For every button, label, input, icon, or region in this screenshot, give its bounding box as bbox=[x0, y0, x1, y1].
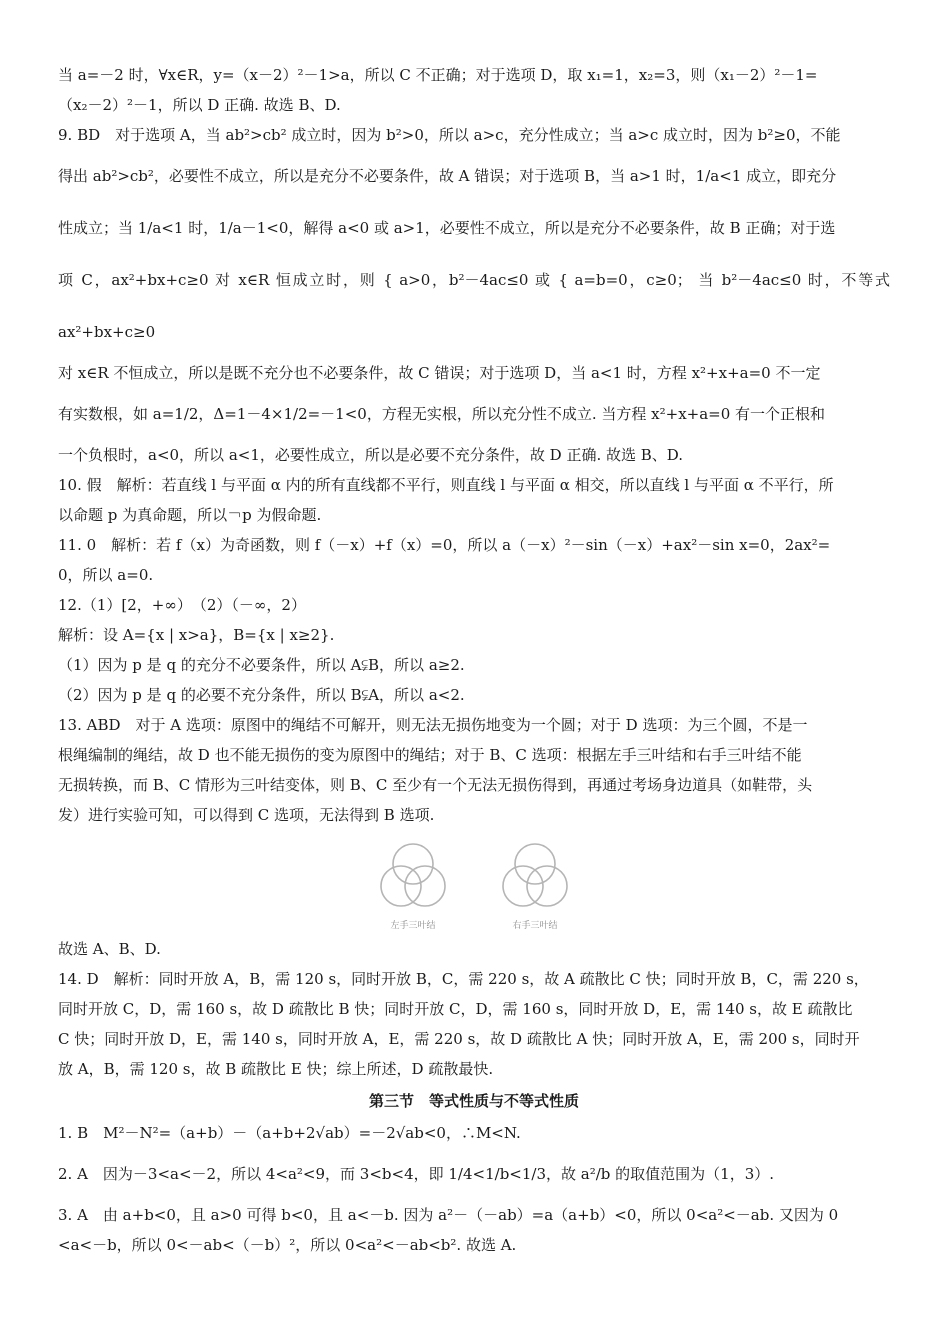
q9-line: 得出 ab²>cb²，必要性不成立，所以是充分不必要条件，故 A 错误；对于选项 B，当 a>1 时，1/a<1 成立，即充分 bbox=[58, 167, 837, 185]
q10-line: 以命题 p 为真命题，所以￢p 为假命题. bbox=[58, 506, 322, 524]
right-trefoil-knot bbox=[493, 834, 577, 930]
text-line: 当 a=－2 时，∀x∈R，y=（x－2）²－1>a，所以 C 不正确；对于选项 D，取 x₁=1，x₂=3，则（x₁－2）²－1= bbox=[58, 66, 818, 84]
q12-line: （1）因为 p 是 q 的充分不必要条件，所以 A⫋B，所以 a≥2. bbox=[58, 656, 465, 674]
right-knot-drawing bbox=[493, 834, 577, 918]
q13-conclusion: 故选 A、B、D. bbox=[58, 940, 161, 958]
q10-line: 10. 假 解析：若直线 l 与平面 α 内的所有直线都不平行，则直线 l 与平面 α 相交，所以直线 l 与平面 α 不平行，所 bbox=[58, 476, 834, 494]
q13-line: 发）进行实验可知，可以得到 C 选项，无法得到 B 选项. bbox=[58, 806, 435, 824]
q14-line: C 快；同时开放 D，E，需 140 s，同时开放 A，E，需 220 s，故 D 疏散比 A 快；同时开放 A，E，需 200 s，同时开 bbox=[58, 1030, 860, 1048]
q13-line: 无损转换，而 B、C 情形为三叶结变体，则 B、C 至少有一个无法无损伤得到，再通过考场身边道具（如鞋带，头 bbox=[58, 776, 813, 794]
q9-line: 项 C，ax²+bx+c≥0 对 x∈R 恒成立时，则 { a>0，b²－4ac≤0 或 { a=b=0，c≥0； 当 b²－4ac≤0 时，不等式 ax²+bx+c≥0 bbox=[58, 271, 890, 341]
q14-line: 14. D 解析：同时开放 A，B，需 120 s，同时开放 B，C，需 220 s，故 A 疏散比 C 快；同时开放 B，C，需 220 s， bbox=[58, 970, 869, 988]
left-trefoil-knot bbox=[371, 834, 455, 930]
q14-line: 放 A，B，需 120 s，故 B 疏散比 E 快；综上所述，D 疏散最快. bbox=[58, 1060, 494, 1078]
q12-line: （2）因为 p 是 q 的必要不充分条件，所以 B⫋A，所以 a<2. bbox=[58, 686, 465, 704]
text-line: （x₂－2）²－1，所以 D 正确. 故选 B、D. bbox=[58, 96, 341, 114]
q14-line: 同时开放 C，D，需 160 s，故 D 疏散比 B 快；同时开放 C，D，需 160 s，同时开放 D，E，需 140 s，故 E 疏散比 bbox=[58, 1000, 853, 1018]
right-knot-caption: 右手三叶结 bbox=[512, 921, 558, 931]
q13-line: 根绳编制的绳结，故 D 也不能无损伤的变为原图中的绳结；对于 B、C 选项：根据左手三叶结和右手三叶结不能 bbox=[58, 746, 802, 764]
q12-line: 12.（1）[2，+∞） （2）（－∞，2） bbox=[58, 596, 306, 614]
s3-line: 3. A 由 a+b<0，且 a>0 可得 b<0，且 a<－b. 因为 a²－（－ab）=a（a+b）<0，所以 0<a²<－ab. 又因为 0 bbox=[58, 1206, 839, 1224]
q9-line: 一个负根时，a<0，所以 a<1，必要性成立，所以是必要不充分条件，故 D 正确. 故选 B、D. bbox=[58, 446, 684, 464]
q9-line: 性成立；当 1/a<1 时，1/a－1<0，解得 a<0 或 a>1，必要性不成立，所以是充分不必要条件，故 B 正确；对于选 bbox=[58, 219, 836, 237]
q9-line: 9. BD 对于选项 A，当 ab²>cb² 成立时，因为 b²>0，所以 a>c，充分性成立；当 a>c 成立时，因为 b²≥0，不能 bbox=[58, 126, 841, 144]
trefoil-knot-figure bbox=[58, 834, 890, 930]
answer-page bbox=[58, 60, 890, 1260]
s1-line: 1. B M²－N²=（a+b）－（a+b+2√ab）=－2√ab<0，∴M<N. bbox=[58, 1124, 521, 1142]
q11-line: 0，所以 a=0. bbox=[58, 566, 154, 584]
left-knot-drawing bbox=[371, 834, 455, 918]
section-title: 第三节 等式性质与不等式性质 bbox=[368, 1092, 579, 1110]
q12-line: 解析：设 A={x | x>a}，B={x | x≥2}. bbox=[58, 626, 335, 644]
s2-line: 2. A 因为－3<a<－2，所以 4<a²<9，而 3<b<4，即 1/4<1/b<1/3，故 a²/b 的取值范围为（1，3）. bbox=[58, 1165, 775, 1183]
s3-line: <a<－b，所以 0<－ab<（－b）²，所以 0<a²<－ab<b². 故选 A. bbox=[58, 1236, 517, 1254]
left-knot-caption: 左手三叶结 bbox=[390, 921, 436, 931]
q9-line: 对 x∈R 不恒成立，所以是既不充分也不必要条件，故 C 错误；对于选项 D，当 a<1 时，方程 x²+x+a=0 不一定 bbox=[58, 364, 821, 382]
q9-line: 有实数根，如 a=1/2，Δ=1－4×1/2=－1<0，方程无实根，所以充分性不成立. 当方程 x²+x+a=0 有一个正根和 bbox=[58, 405, 826, 423]
q11-line: 11. 0 解析：若 f（x）为奇函数，则 f（－x）+f（x）=0，所以 a（－x）²－sin（－x）+ax²－sin x=0，2ax²= bbox=[58, 536, 831, 554]
q13-line: 13. ABD 对于 A 选项：原图中的绳结不可解开，则无法无损伤地变为一个圆；对于 D 选项：为三个圆，不是一 bbox=[58, 716, 808, 734]
